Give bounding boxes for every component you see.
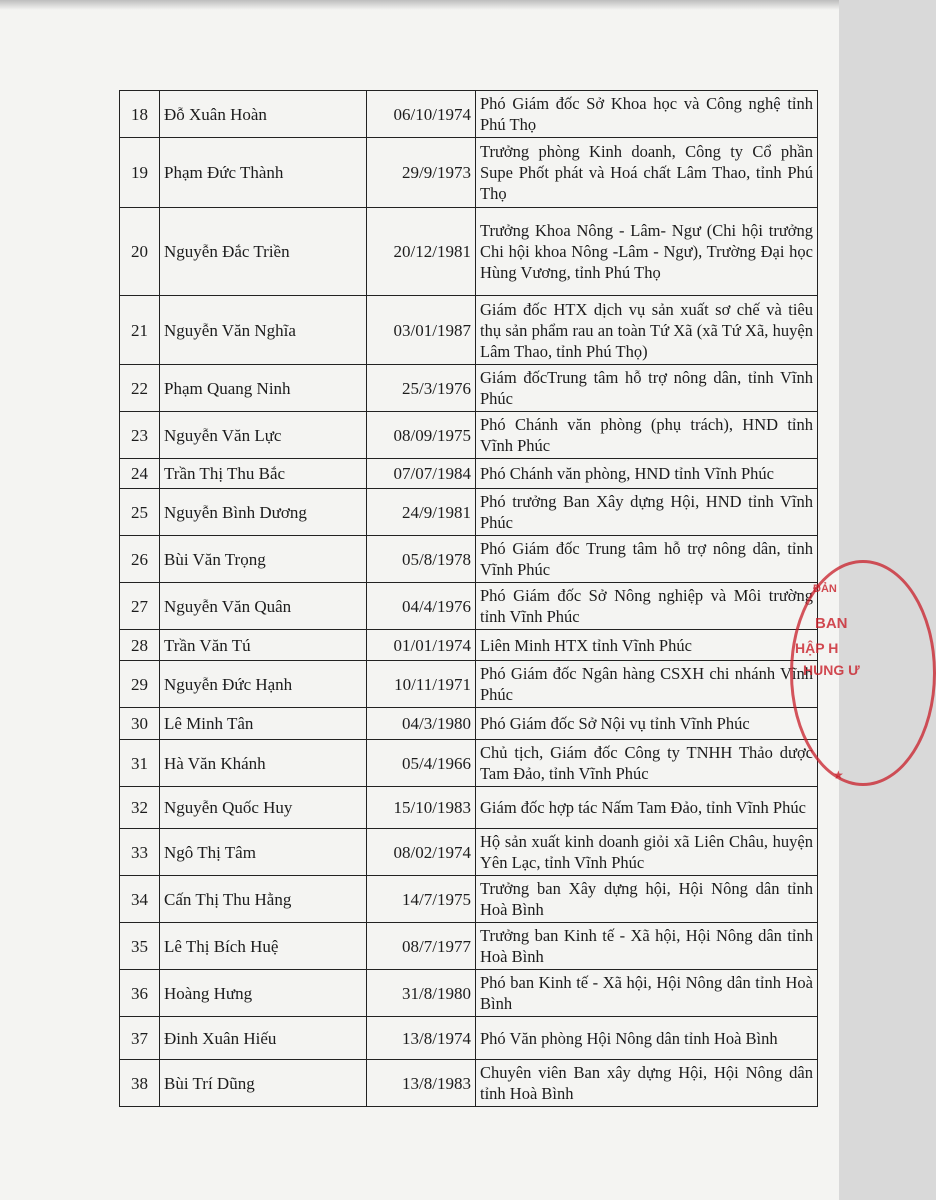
row-number: 25 [120,489,160,536]
table-row [120,708,818,740]
birth-date: 31/8/1980 [367,970,476,1017]
birth-date: 08/02/1974 [367,829,476,876]
row-number: 30 [120,708,160,740]
table-row [120,412,818,459]
row-number: 33 [120,829,160,876]
member-position: Liên Minh HTX tỉnh Vĩnh Phúc [476,630,818,661]
member-position: Trưởng phòng Kinh doanh, Công ty Cổ phần Supe Phốt phát và Hoá chất Lâm Thao, tỉnh Phú Thọ [476,138,818,208]
seal-star-icon: ★ [833,768,844,782]
birth-date: 01/01/1974 [367,630,476,661]
row-number: 28 [120,630,160,661]
member-position: Phó Văn phòng Hội Nông dân tỉnh Hoà Bình [476,1017,818,1060]
table-row [120,661,818,708]
member-name: Nguyễn Văn Nghĩa [160,296,367,365]
scan-edge [0,0,839,10]
birth-date: 29/9/1973 [367,138,476,208]
row-number: 24 [120,459,160,489]
row-number: 23 [120,412,160,459]
member-name: Phạm Đức Thành [160,138,367,208]
table-row [120,876,818,923]
member-position: Trưởng ban Xây dựng hội, Hội Nông dân tỉnh Hoà Bình [476,876,818,923]
member-position: Chủ tịch, Giám đốc Công ty TNHH Thảo dược Tam Đảo, tỉnh Vĩnh Phúc [476,740,818,787]
seal-text-line: ĐẢN [813,583,837,595]
birth-date: 06/10/1974 [367,91,476,138]
member-position: Phó Giám đốc Sở Nội vụ tỉnh Vĩnh Phúc [476,708,818,740]
member-name: Hoàng Hưng [160,970,367,1017]
table-row [120,208,818,296]
row-number: 18 [120,91,160,138]
member-position: Phó ban Kinh tế - Xã hội, Hội Nông dân tỉnh Hoà Bình [476,970,818,1017]
seal-text-line: BAN [815,615,848,632]
table-row [120,630,818,661]
table-row [120,1060,818,1107]
member-position: Phó Chánh văn phòng (phụ trách), HND tỉnh Vĩnh Phúc [476,412,818,459]
member-name: Đinh Xuân Hiếu [160,1017,367,1060]
birth-date: 05/8/1978 [367,536,476,583]
member-name: Nguyễn Đức Hạnh [160,661,367,708]
member-name: Nguyễn Đắc Triền [160,208,367,296]
table-row [120,365,818,412]
row-number: 19 [120,138,160,208]
member-position: Phó Chánh văn phòng, HND tỉnh Vĩnh Phúc [476,459,818,489]
table-row [120,138,818,208]
birth-date: 05/4/1966 [367,740,476,787]
birth-date: 20/12/1981 [367,208,476,296]
member-position: Hộ sản xuất kinh doanh giỏi xã Liên Châu, huyện Yên Lạc, tỉnh Vĩnh Phúc [476,829,818,876]
table-row [120,536,818,583]
table-row [120,829,818,876]
table-row [120,740,818,787]
table-row [120,583,818,630]
member-position: Phó trưởng Ban Xây dựng Hội, HND tỉnh Vĩnh Phúc [476,489,818,536]
birth-date: 13/8/1983 [367,1060,476,1107]
member-position: Phó Giám đốc Sở Nông nghiệp và Môi trường tỉnh Vĩnh Phúc [476,583,818,630]
table-row [120,91,818,138]
row-number: 38 [120,1060,160,1107]
table-row [120,1017,818,1060]
member-name: Hà Văn Khánh [160,740,367,787]
member-table [119,90,818,1107]
member-name: Nguyễn Bình Dương [160,489,367,536]
table-row [120,296,818,365]
row-number: 31 [120,740,160,787]
table-row [120,459,818,489]
member-name: Lê Thị Bích Huệ [160,923,367,970]
row-number: 20 [120,208,160,296]
member-name: Nguyễn Quốc Huy [160,787,367,829]
member-position: Phó Giám đốc Trung tâm hỗ trợ nông dân, tỉnh Vĩnh Phúc [476,536,818,583]
birth-date: 25/3/1976 [367,365,476,412]
member-position: Phó Giám đốc Sở Khoa học và Công nghệ tỉnh Phú Thọ [476,91,818,138]
birth-date: 07/07/1984 [367,459,476,489]
member-name: Trần Văn Tú [160,630,367,661]
member-name: Bùi Trí Dũng [160,1060,367,1107]
row-number: 36 [120,970,160,1017]
row-number: 37 [120,1017,160,1060]
member-name: Lê Minh Tân [160,708,367,740]
member-position: Giám đốc hợp tác Nấm Tam Đảo, tỉnh Vĩnh Phúc [476,787,818,829]
birth-date: 04/4/1976 [367,583,476,630]
member-name: Đỗ Xuân Hoàn [160,91,367,138]
member-name: Ngô Thị Tâm [160,829,367,876]
birth-date: 04/3/1980 [367,708,476,740]
row-number: 26 [120,536,160,583]
row-number: 27 [120,583,160,630]
member-name: Cấn Thị Thu Hằng [160,876,367,923]
birth-date: 08/7/1977 [367,923,476,970]
birth-date: 08/09/1975 [367,412,476,459]
member-position: Trưởng ban Kinh tế - Xã hội, Hội Nông dân tỉnh Hoà Bình [476,923,818,970]
row-number: 22 [120,365,160,412]
member-position: Giám đốc HTX dịch vụ sản xuất sơ chế và tiêu thụ sản phẩm rau an toàn Tứ Xã (xã Tứ Xã, huyện Lâm Thao, tỉnh Phú Thọ) [476,296,818,365]
row-number: 21 [120,296,160,365]
member-name: Phạm Quang Ninh [160,365,367,412]
member-name: Nguyễn Văn Lực [160,412,367,459]
member-table-body [120,91,818,1107]
seal-text-line: HẬP H [795,640,839,656]
row-number: 34 [120,876,160,923]
member-position: Phó Giám đốc Ngân hàng CSXH chi nhánh Vĩnh Phúc [476,661,818,708]
birth-date: 10/11/1971 [367,661,476,708]
birth-date: 24/9/1981 [367,489,476,536]
birth-date: 14/7/1975 [367,876,476,923]
table-row [120,923,818,970]
birth-date: 03/01/1987 [367,296,476,365]
member-name: Trần Thị Thu Bắc [160,459,367,489]
member-name: Nguyễn Văn Quân [160,583,367,630]
member-name: Bùi Văn Trọng [160,536,367,583]
table-row [120,787,818,829]
member-position: Trưởng Khoa Nông - Lâm- Ngư (Chi hội trưởng Chi hội khoa Nông -Lâm - Ngư), Trường Đại học Hùng Vương, tỉnh Phú Thọ [476,208,818,296]
member-position: Giám đốcTrung tâm hỗ trợ nông dân, tỉnh Vĩnh Phúc [476,365,818,412]
seal-text-line: HUNG Ư [803,662,860,678]
row-number: 32 [120,787,160,829]
row-number: 29 [120,661,160,708]
birth-date: 15/10/1983 [367,787,476,829]
row-number: 35 [120,923,160,970]
member-position: Chuyên viên Ban xây dựng Hội, Hội Nông dân tỉnh Hoà Bình [476,1060,818,1107]
table-row [120,489,818,536]
table-row [120,970,818,1017]
birth-date: 13/8/1974 [367,1017,476,1060]
